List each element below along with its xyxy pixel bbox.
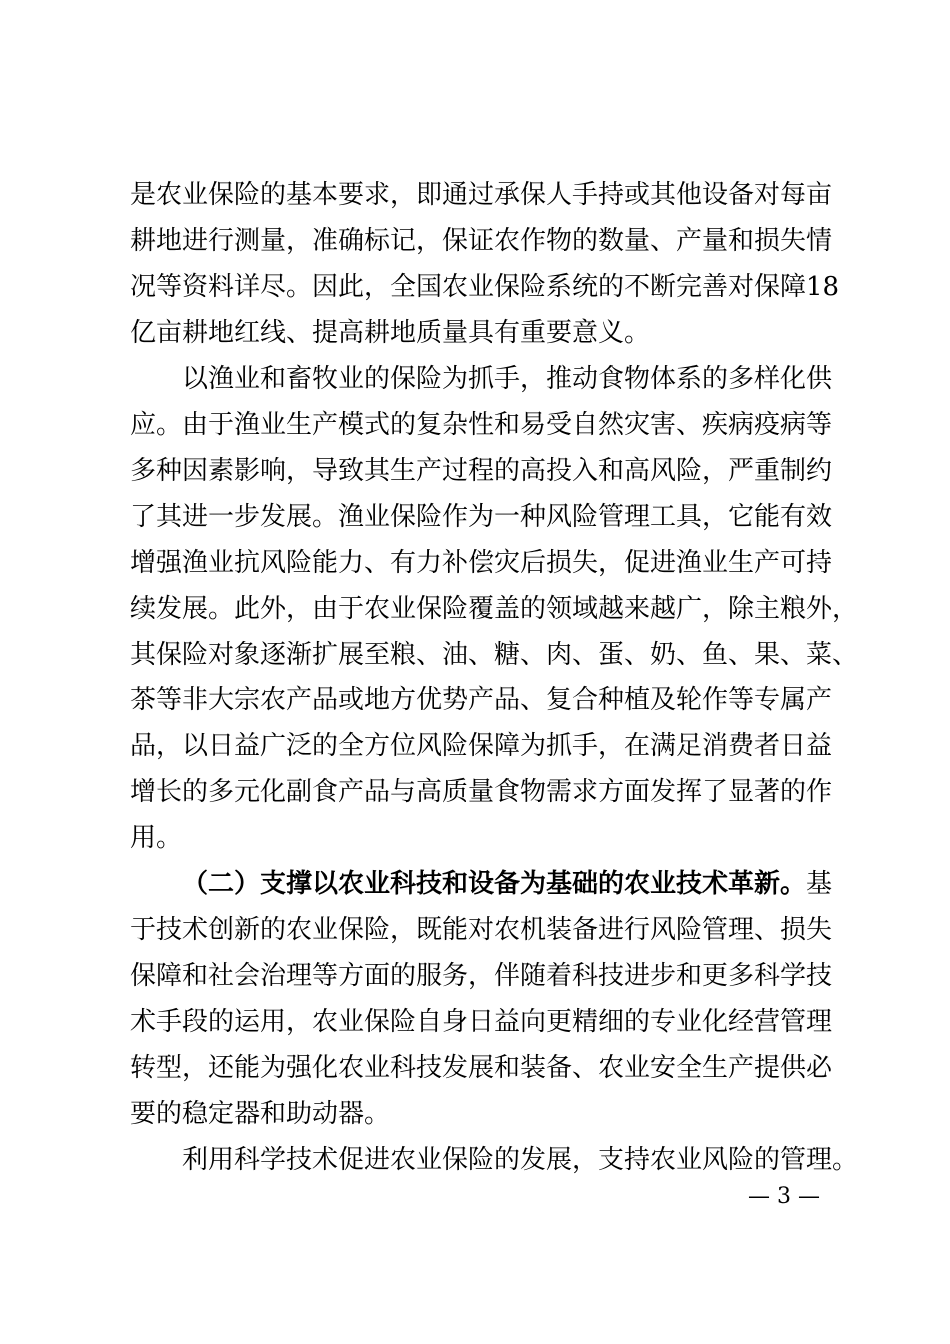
paragraph-2-line-5: 增强渔业抗风险能力、有力补偿灾后损失，促进渔业生产可持 (130, 547, 833, 578)
page-number: — 3 — (748, 1184, 820, 1209)
paragraph-3-line-6: 要的稳定器和助动器。 (130, 1099, 391, 1130)
paragraph-2-line-3: 多种因素影响，导致其生产过程的高投入和高风险，严重制约 (130, 455, 833, 486)
paragraph-2-line-2: 应。由于渔业生产模式的复杂性和易受自然灾害、疾病疫病等 (130, 409, 833, 440)
paragraph-2-line-8: 茶等非大宗农产品或地方优势产品、复合种植及轮作等专属产 (130, 685, 833, 716)
paragraph-2-line-11: 用。 (130, 823, 183, 854)
paragraph-3-line-2: 于技术创新的农业保险，既能对农机装备进行风险管理、损失 (130, 915, 833, 946)
paragraph-3-line-5: 转型，还能为强化农业科技发展和装备、农业安全生产提供必 (130, 1053, 833, 1084)
paragraph-2-line-6: 续发展。此外，由于农业保险覆盖的领域越来越广，除主粮外， (130, 593, 859, 624)
paragraph-1-line-4: 亿亩耕地红线、提高耕地质量具有重要意义。 (130, 317, 651, 348)
section-heading: （二）支撑以农业科技和设备为基础的农业技术革新。 (182, 869, 807, 900)
paragraph-4-line-1: 利用科学技术促进农业保险的发展，支持农业风险的管理。 (182, 1145, 859, 1175)
paragraph-1-line-1: 是农业保险的基本要求，即通过承保人手持或其他设备对每亩 (130, 180, 833, 210)
paragraph-2-line-4: 了其进一步发展。渔业保险作为一种风险管理工具，它能有效 (130, 501, 833, 532)
paragraph-3-heading-tail: 基 (806, 869, 833, 900)
paragraph-1-line-3: 况等资料详尽。因此，全国农业保险系统的不断完善对保障18 (130, 271, 840, 302)
paragraph-3-line-1 (182, 864, 833, 904)
paragraph-2-line-9: 品，以日益广泛的全方位风险保障为抓手，在满足消费者日益 (130, 731, 833, 762)
paragraph-3-line-4: 术手段的运用，农业保险自身日益向更精细的专业化经营管理 (130, 1007, 833, 1038)
paragraph-1-line-2: 耕地进行测量，准确标记，保证农作物的数量、产量和损失情 (130, 225, 833, 256)
paragraph-2-line-7: 其保险对象逐渐扩展至粮、油、糖、肉、蛋、奶、鱼、果、菜、 (130, 639, 859, 670)
paragraph-3-line-3: 保障和社会治理等方面的服务，伴随着科技进步和更多科学技 (130, 961, 833, 992)
paragraph-2-line-10: 增长的多元化副食产品与高质量食物需求方面发挥了显著的作 (130, 777, 833, 808)
paragraph-2-line-1: 以渔业和畜牧业的保险为抓手，推动食物体系的多样化供 (182, 363, 833, 394)
